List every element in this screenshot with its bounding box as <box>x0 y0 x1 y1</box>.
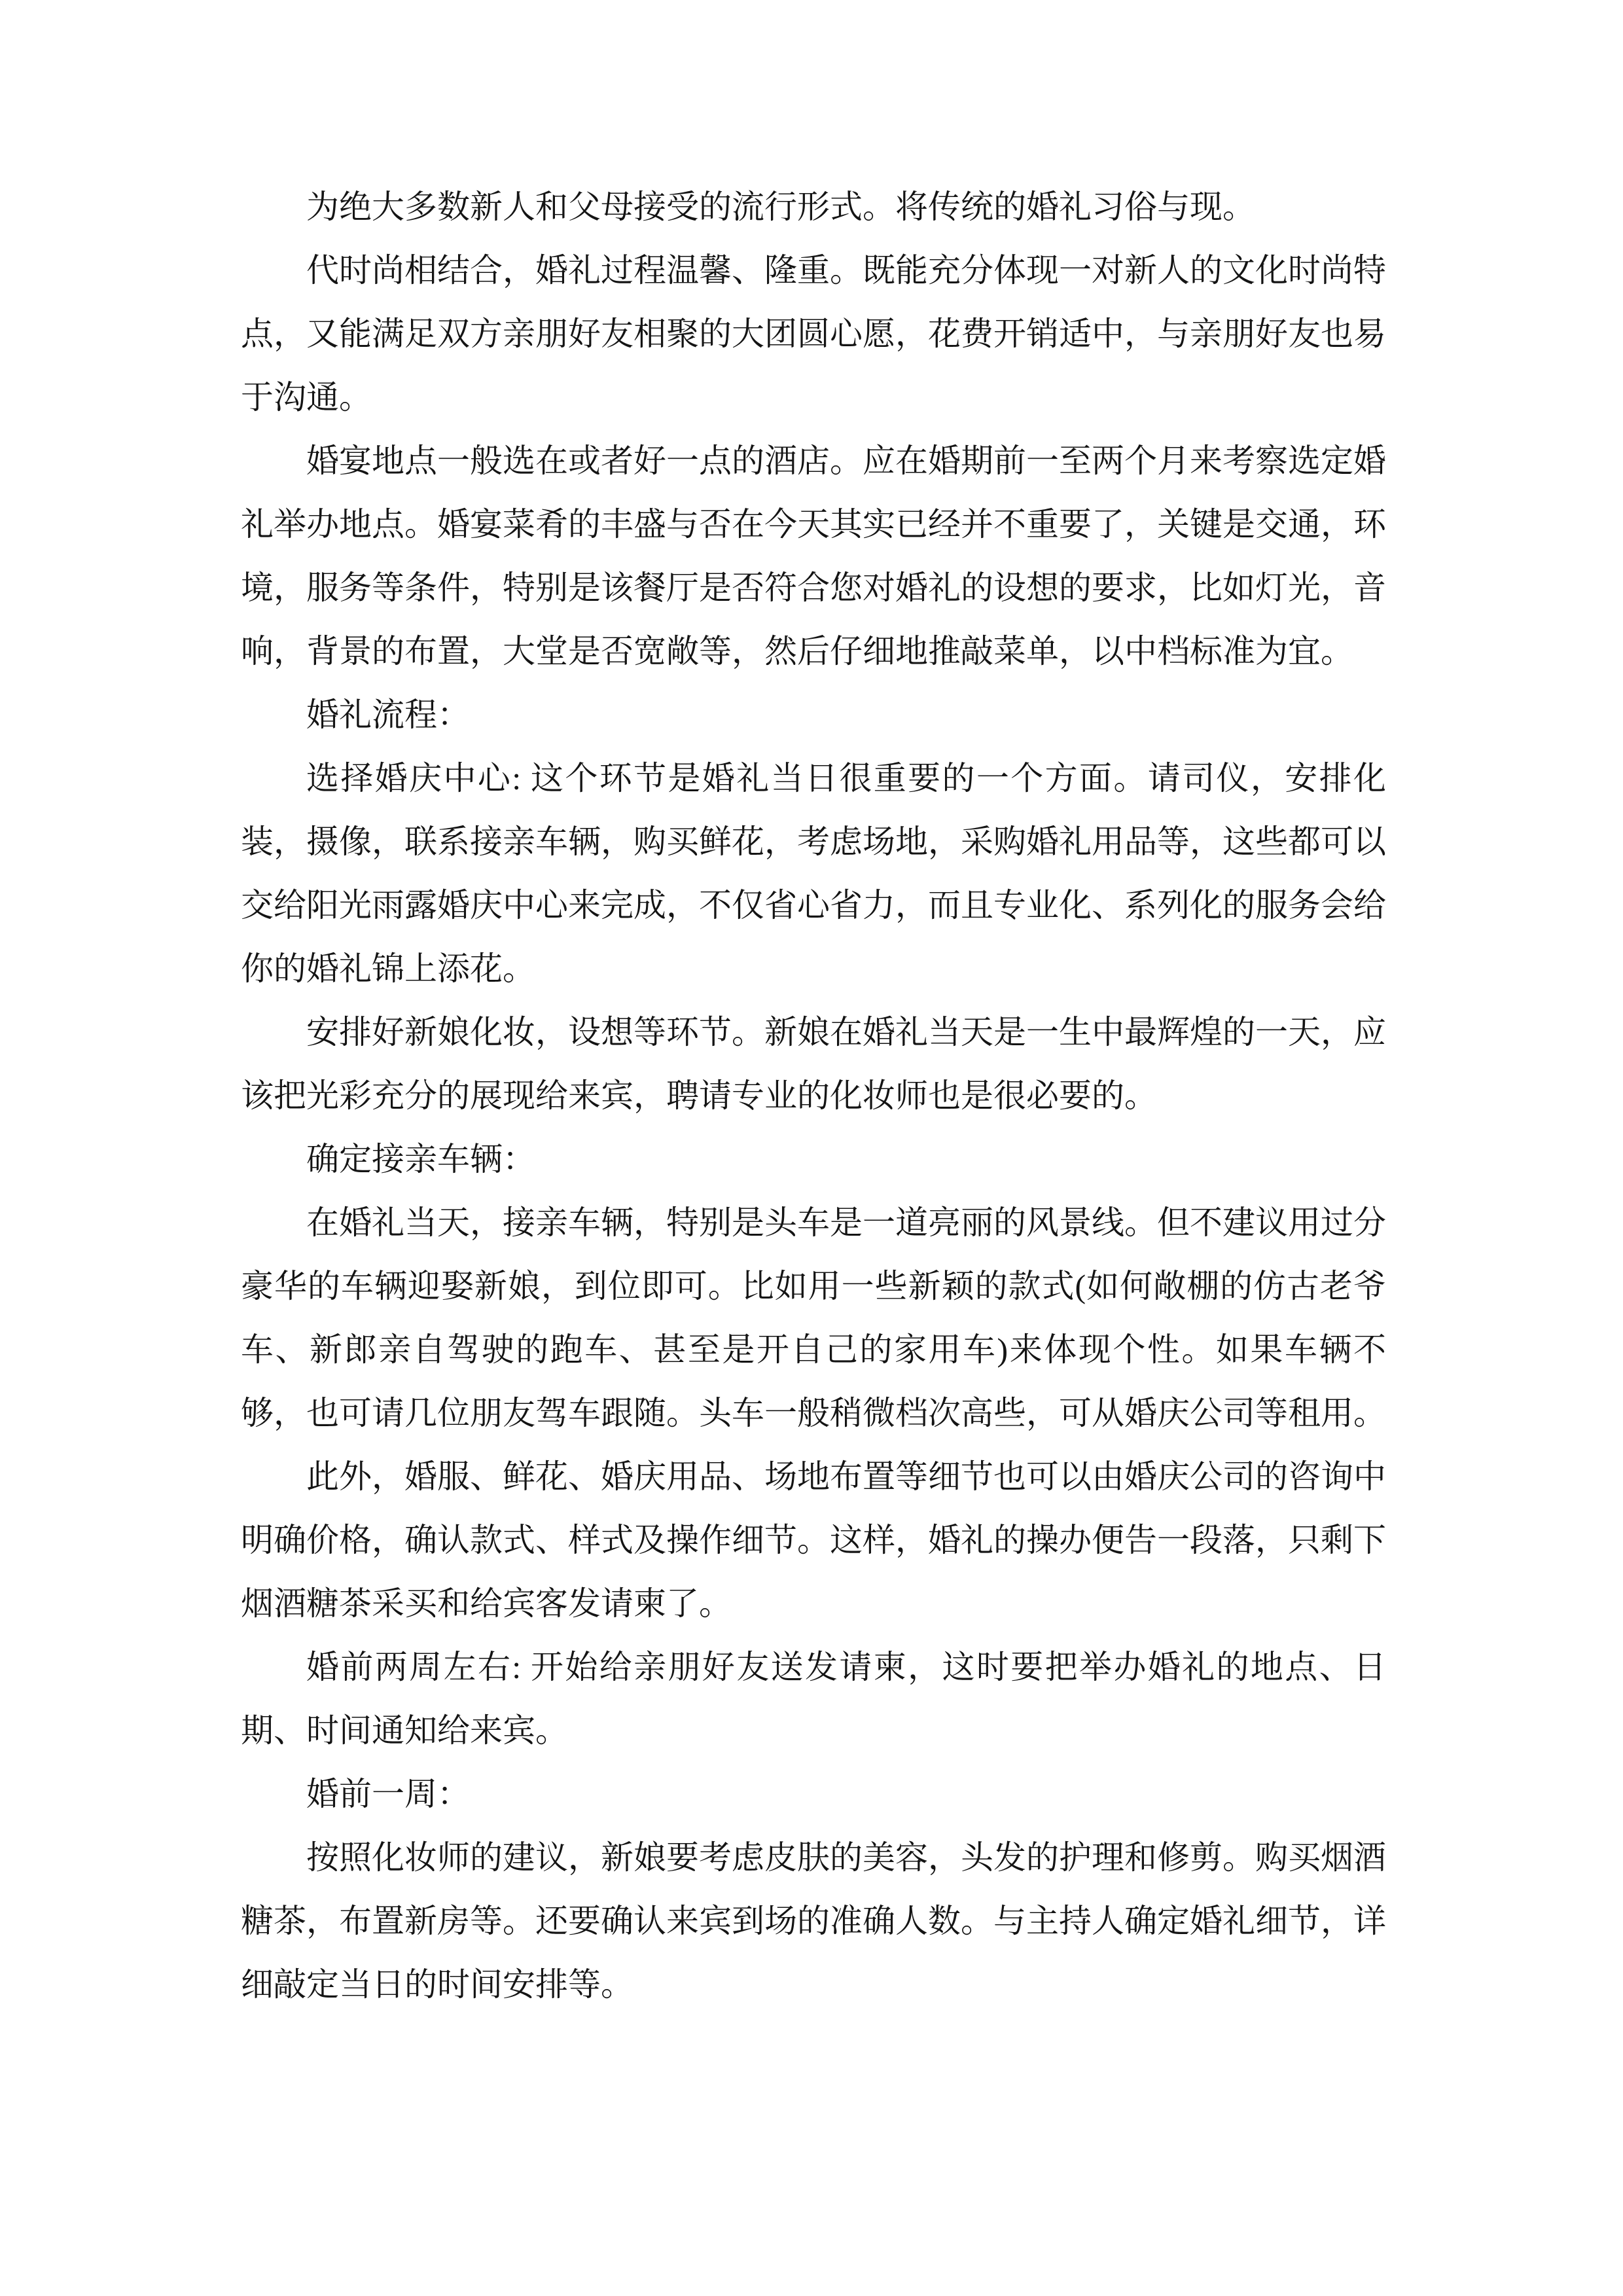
paragraph-heading: 婚礼流程： <box>306 696 470 733</box>
paragraph: 为绝大多数新人和父母接受的流行形式。将传统的婚礼习俗与现。 <box>306 188 1255 225</box>
paragraph: 此外，婚服、鲜花、婚庆用品、场地布置等细节也可以由婚庆公司的咨询中明确价格，确认款式、样式及操作细节。这样，婚礼的操办便告一段落，只剩下烟酒糖茶采买和给宾客发请柬了。 <box>241 1458 1386 1622</box>
paragraph-heading: 婚前一周： <box>306 1776 470 1812</box>
paragraph: 代时尚相结合，婚礼过程温馨、隆重。既能充分体现一对新人的文化时尚特点，又能满足双方亲朋好友相聚的大团圆心愿，花费开销适中，与亲朋好友也易于沟通。 <box>241 252 1386 416</box>
paragraph: 婚前两周左右: 开始给亲朋好友送发请柬，这时要把举办婚礼的地点、日期、时间通知给来宾。 <box>241 1649 1386 1749</box>
paragraph: 婚宴地点一般选在或者好一点的酒店。应在婚期前一至两个月来考察选定婚礼举办地点。婚宴菜肴的丰盛与否在今天其实已经并不重要了，关键是交通，环境，服务等条件，特别是该餐厅是否符合您对婚礼的设想的要求，比如灯光，音响，背景的布置，大堂是否宽敞等，然后仔细地推敲菜单，以中档标准为宜。 <box>241 442 1386 670</box>
paragraph: 按照化妆师的建议，新娘要考虑皮肤的美容，头发的护理和修剪。购买烟酒糖茶，布置新房等。还要确认来宾到场的准确人数。与主持人确定婚礼细节，详细敲定当日的时间安排等。 <box>241 1839 1386 2003</box>
paragraph: 在婚礼当天，接亲车辆，特别是头车是一道亮丽的风景线。但不建议用过分豪华的车辆迎娶新娘，到位即可。比如用一些新颖的款式(如何敞棚的仿古老爷车、新郎亲自驾驶的跑车、甚至是开自己的家用车)来体现个性。如果车辆不够，也可请几位朋友驾车跟随。头车一般稍微档次高些，可从婚庆公司等租用。 <box>241 1204 1386 1431</box>
paragraph: 安排好新娘化妆，设想等环节。新娘在婚礼当天是一生中最辉煌的一天，应该把光彩充分的展现给来宾，聘请专业的化妆师也是很必要的。 <box>241 1014 1386 1114</box>
document-body <box>241 175 1386 2017</box>
paragraph-heading: 确定接亲车辆： <box>306 1141 535 1177</box>
paragraph: 选择婚庆中心: 这个环节是婚礼当日很重要的一个方面。请司仪，安排化装，摄像，联系接亲车辆，购买鲜花，考虑场地，采购婚礼用品等，这些都可以交给阳光雨露婚庆中心来完成，不仅省心省力，而且专业化、系列化的服务会给你的婚礼锦上添花。 <box>241 760 1386 987</box>
